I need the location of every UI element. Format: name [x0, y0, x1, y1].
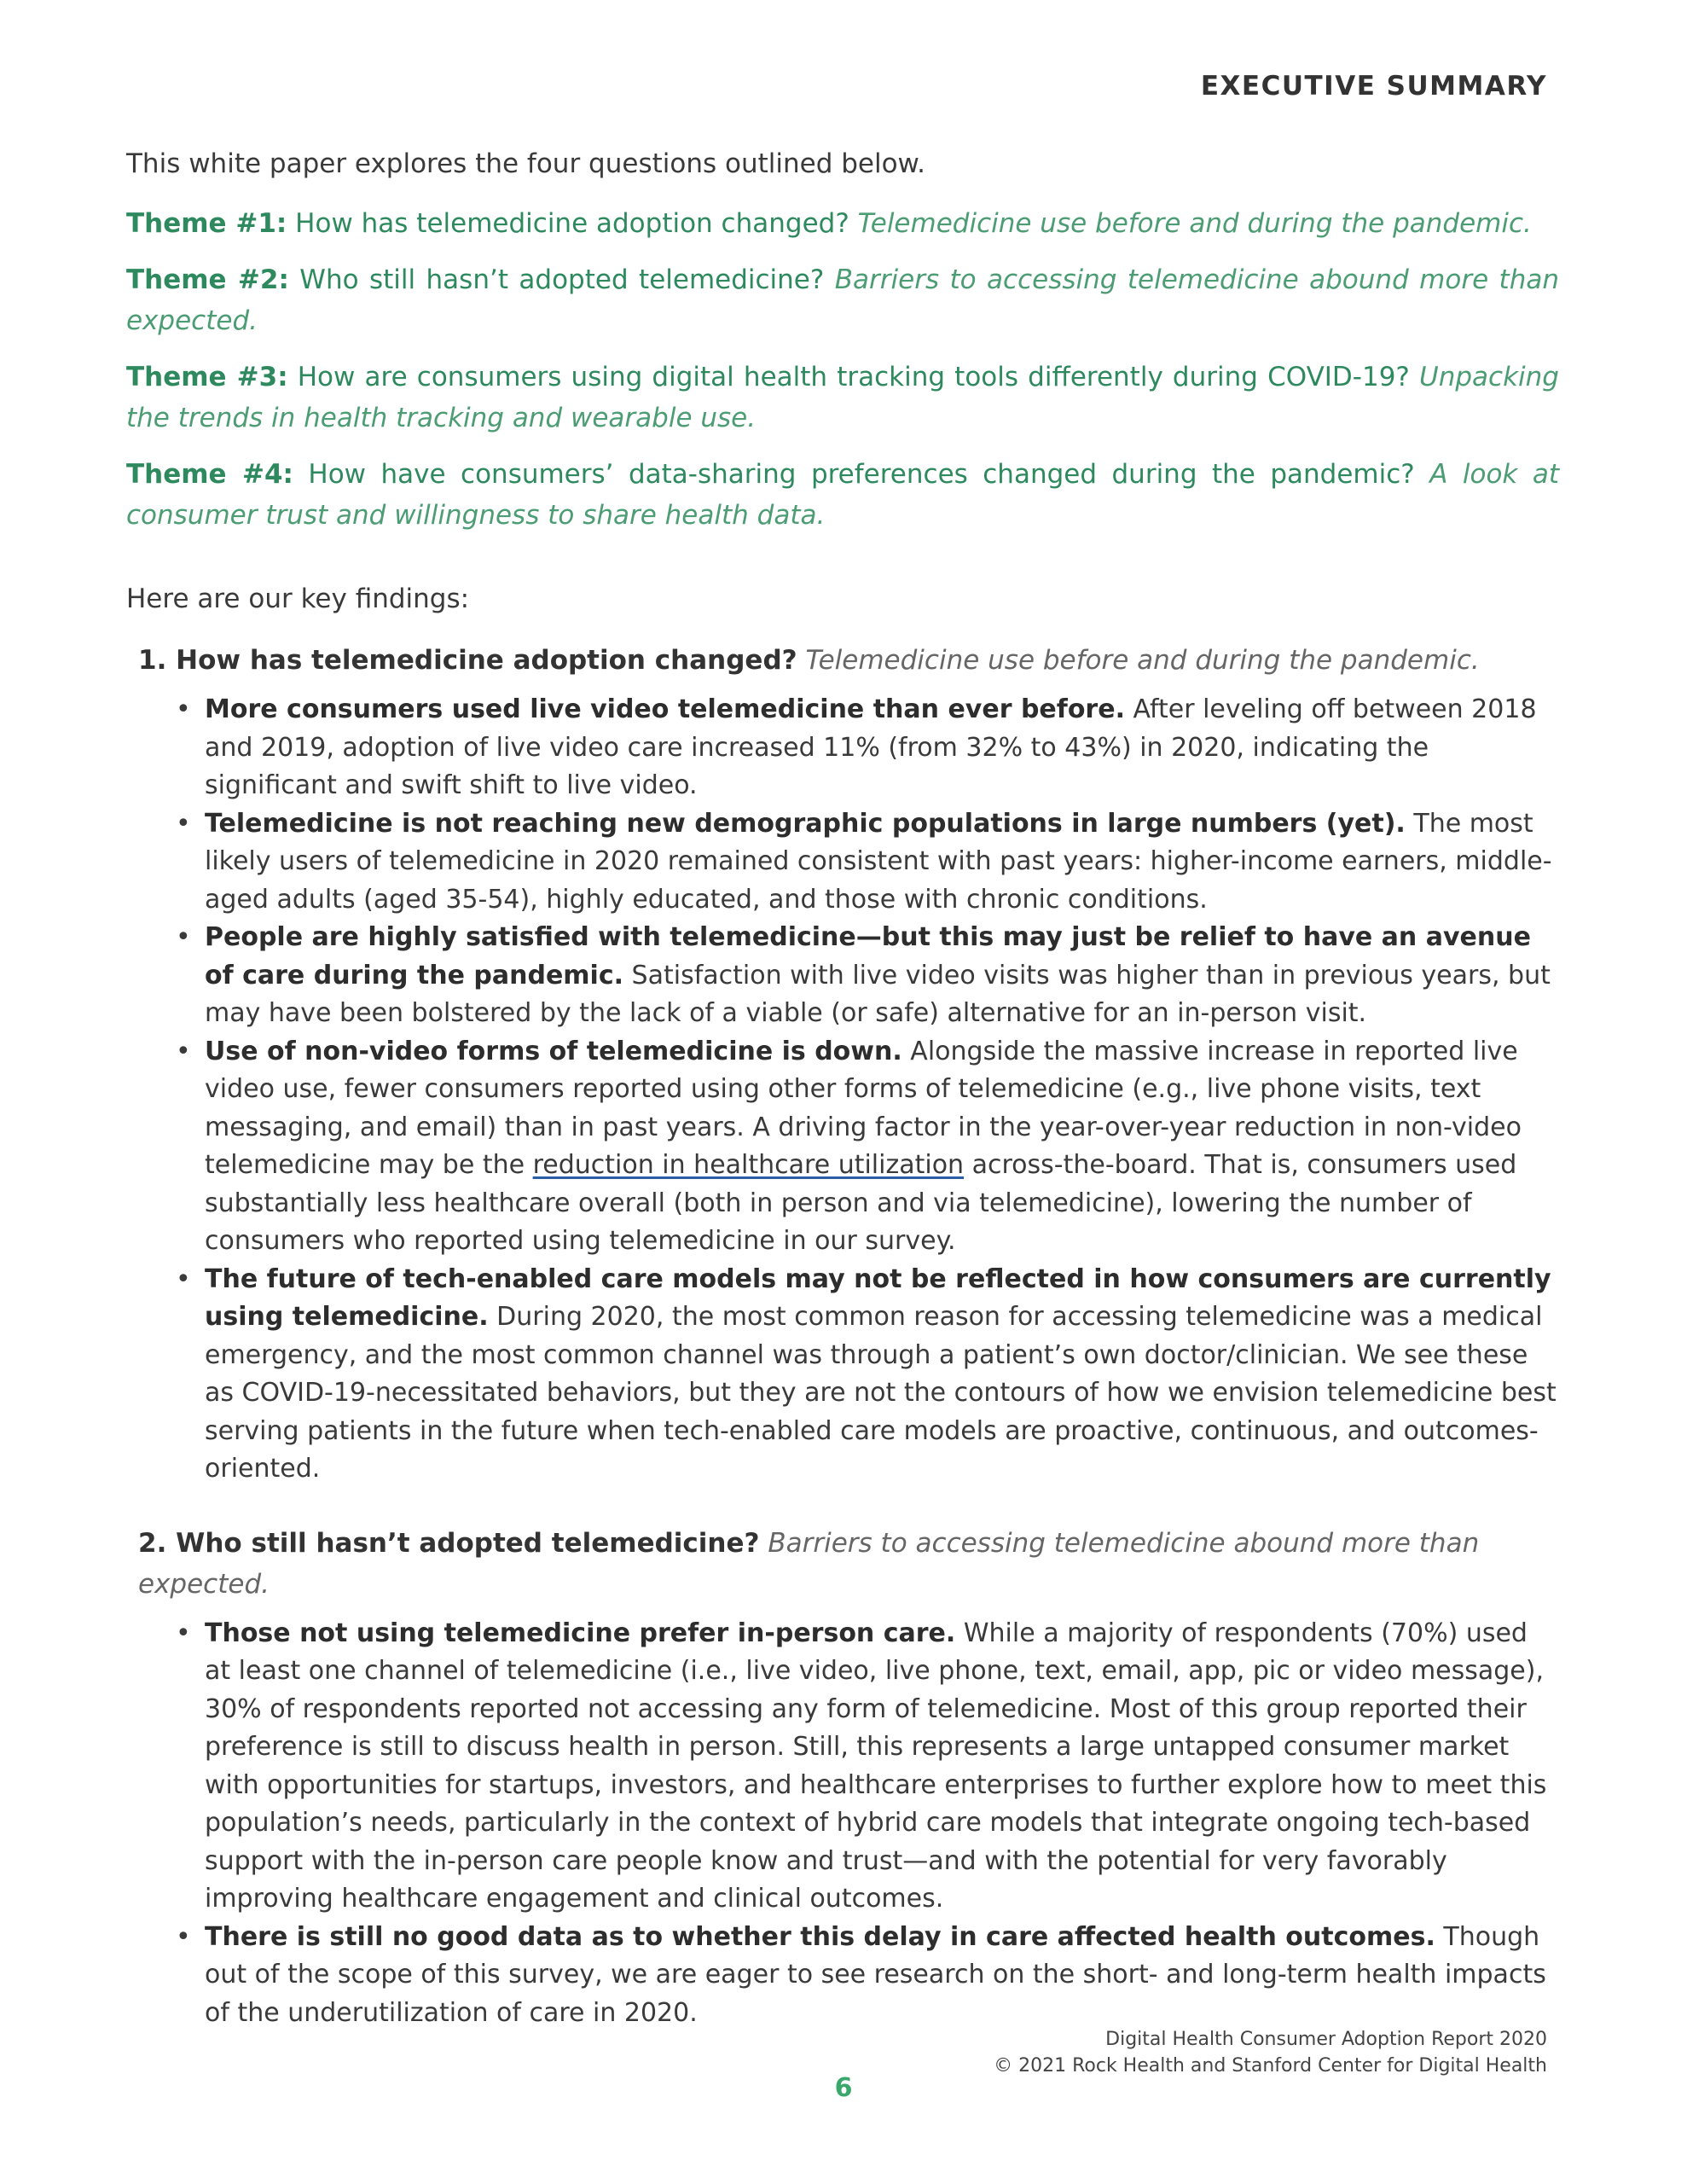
bullet-bold: More consumers used live video telemedicine than ever before. — [205, 694, 1125, 724]
bullet-item — [176, 1615, 1559, 1919]
bullet-item — [176, 1261, 1559, 1489]
footer-copyright: © 2021 Rock Health and Stanford Center for Digital Health — [994, 2055, 1547, 2077]
bullet-item — [176, 1919, 1559, 2033]
theme-label: Theme #4: — [126, 459, 293, 490]
finding-question: How has telemedicine adoption changed? — [176, 645, 797, 676]
healthcare-utilization-link[interactable]: reduction in healthcare utilization — [532, 1150, 965, 1180]
bullet-text: Satisfaction with live video visits was higher than in previous years, but may have been bolstered by the lack of a viable (or safe) alternative for an in-person visit. — [205, 960, 1551, 1028]
theme-question: Who still hasn’t adopted telemedicine? — [288, 264, 835, 295]
bullet-text: After leveling off between 2018 and 2019, adoption of live video care increased 11% (from 32% to 43%) in 2020, indicating the significant and swift shift to live video. — [205, 694, 1537, 800]
findings-intro: Here are our key findings: — [126, 584, 470, 614]
finding-question: Who still hasn’t adopted telemedicine? — [176, 1527, 760, 1559]
theme-subtitle: A look at consumer trust and willingness to share health data. — [126, 459, 1559, 531]
bullet-dot: • — [176, 922, 191, 952]
finding-1-heading — [138, 640, 1559, 681]
bullet-bold: Telemedicine is not reaching new demographic populations in large numbers (yet). — [205, 808, 1406, 839]
intro-paragraph: This white paper explores the four questions outlined below. — [126, 148, 925, 179]
page-number: 6 — [834, 2073, 853, 2103]
bullet-dot: • — [176, 694, 191, 724]
theme-label: Theme #3: — [126, 362, 288, 392]
theme-question: How are consumers using digital health tracking tools differently during COVID-19? — [287, 362, 1420, 392]
footer-report-title: Digital Health Consumer Adoption Report 2020 — [1105, 2029, 1547, 2050]
theme-subtitle: Telemedicine use before and during the pandemic. — [857, 208, 1532, 239]
finding-number: 1. — [138, 645, 167, 676]
bullet-bold: Those not using telemedicine prefer in-person care. — [205, 1618, 956, 1648]
finding-1-bullets — [126, 691, 1559, 1489]
bullet-item — [176, 1033, 1559, 1261]
main-content — [126, 143, 1559, 2066]
section-header: EXECUTIVE SUMMARY — [1200, 71, 1547, 102]
bullet-text: Alongside the massive increase in reported live video use, fewer consumers reported using other forms of telemedicine (e.g., live phone visits, text messaging, and email) than in past years. A driving factor in the year-over-year reduction in non-video telemedicine may be the — [205, 1036, 1522, 1180]
bullet-item — [176, 805, 1559, 920]
bullet-item — [176, 919, 1559, 1033]
bullet-bold: People are highly satisfied with telemedicine—but this may just be relief to have an avenue of care during the pandemic. — [205, 922, 1531, 990]
theme-question: How has telemedicine adoption changed? — [287, 208, 858, 239]
finding-subtitle: Telemedicine use before and during the pandemic. — [805, 645, 1480, 676]
bullet-text: While a majority of respondents (70%) used at least one channel of telemedicine (i.e., live video, live phone, text, email, app, pic or video message), 30% of respondents reported not accessing any form of telemedicine. Most of this group reported their preference is still to discuss health in person. Still, this represents a large untapped consumer market with opportunities for startups, investors, and healthcare enterprises to further explore how to meet this population’s needs, particularly in the context of hybrid care models that integrate ongoing tech-based support with the in-person care people know and trust—and with the potential for very favorably improving healthcare engagement and clinical outcomes. — [205, 1618, 1547, 1914]
bullet-dot: • — [176, 1263, 191, 1294]
theme-subtitle: Unpacking the trends in health tracking and wearable use. — [126, 362, 1559, 433]
theme-2 — [126, 259, 1559, 341]
theme-3 — [126, 357, 1559, 439]
bullet-dot: • — [176, 1921, 191, 1952]
finding-2-bullets — [126, 1615, 1559, 2033]
finding-subtitle: Barriers to accessing telemedicine abound more than expected. — [138, 1527, 1480, 1600]
theme-label: Theme #2: — [126, 264, 289, 295]
bullet-text: The most likely users of telemedicine in 2020 remained consistent with past years: higher-income earners, middle-aged adults (aged 35-54), highly educated, and those with chronic conditions. — [205, 808, 1552, 915]
theme-subtitle: Barriers to accessing telemedicine abound more than expected. — [126, 264, 1560, 336]
footer — [994, 2026, 1547, 2079]
finding-2-heading — [138, 1523, 1559, 1605]
bullet-text: During 2020, the most common reason for accessing telemedicine was a medical emergency, and the most common channel was through a patient’s own doctor/clinician. We see these as COVID-19-necessitated behaviors, but they are not the contours of how we envision telemedicine best serving patients in the future when tech-enabled care models are proactive, continuous, and outcomes-oriented. — [205, 1302, 1557, 1484]
bullet-item — [176, 691, 1559, 805]
theme-question: How have consumers’ data-sharing preferences changed during the pandemic? — [293, 459, 1430, 490]
theme-4 — [126, 454, 1559, 536]
bullet-bold: Use of non-video forms of telemedicine is down. — [205, 1036, 902, 1066]
bullet-bold: The future of tech-enabled care models may not be reflected in how consumers are currently using telemedicine. — [205, 1263, 1551, 1332]
bullet-text: Though out of the scope of this survey, we are eager to see research on the short- and long-term health impacts of the underutilization of care in 2020. — [205, 1921, 1546, 2028]
bullet-text-continued: across-the-board. That is, consumers used substantially less healthcare overall (both in person and via telemedicine), lowering the number of consumers who reported using telemedicine in our survey. — [205, 1150, 1517, 1256]
bullet-dot: • — [176, 1618, 191, 1648]
bullet-bold: There is still no good data as to whether this delay in care affected health outcomes. — [205, 1921, 1435, 1952]
theme-1 — [126, 203, 1559, 244]
finding-number: 2. — [138, 1527, 167, 1559]
theme-label: Theme #1: — [126, 208, 287, 239]
bullet-dot: • — [176, 808, 191, 839]
bullet-dot: • — [176, 1036, 191, 1066]
